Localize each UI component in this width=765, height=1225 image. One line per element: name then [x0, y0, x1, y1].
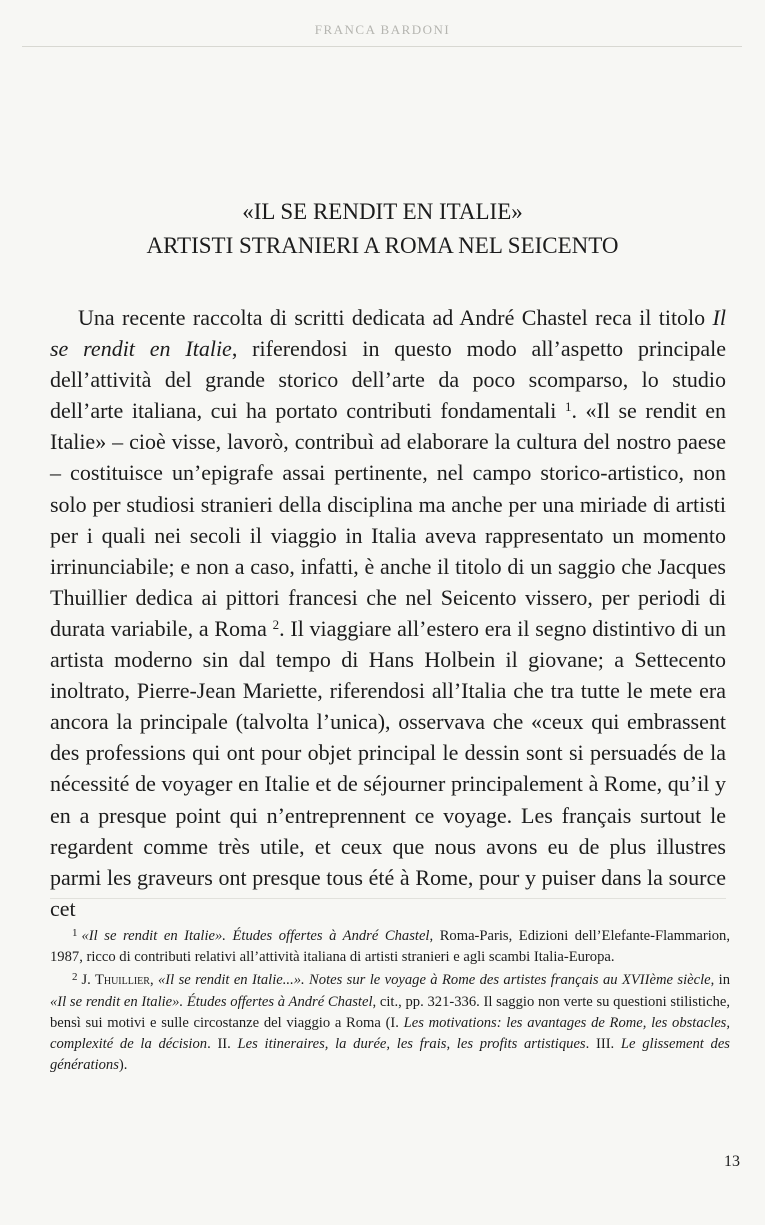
footnote-title: «Il se rendit en Italie». Études offertes à André Chastel — [81, 928, 430, 944]
chapter-title-line-1: «IL SE RENDIT EN ITALIE» — [242, 199, 523, 224]
body-text — [50, 302, 726, 924]
footnote-title: «Il se rendit en Italie». Études offertes à André Chastel — [50, 993, 373, 1010]
footnote-title: Les motivations: les avantages de Rome, les obstacles, complexité de la décision — [50, 1014, 730, 1053]
footnote-title: Le glissement des générations — [50, 1036, 730, 1074]
footnote-number: 1 — [72, 927, 78, 939]
chapter-title — [0, 195, 765, 263]
footnote-rule — [50, 898, 726, 899]
book-title-italic: Il se rendit en Italie — [50, 305, 726, 362]
footnote-number: 2 — [72, 971, 78, 984]
body-text-span: . «Il se rendit en Italie» – cioè visse, lavorò, contribuì ad elaborare la cultura del nostro paese – costituisce un’epigrafe assai pertinente, nel campo storico-artistico, non solo per studiosi stranieri della disciplina ma anche per una miriade di artisti per i quali nei secoli il viaggio in Italia aveva rappresentato un momento irrinunciabile; e non a caso, infatti, è anche il titolo di un saggio che Jacques Thuillier dedica ai pittori francesi che nel Seicento vissero, per periodi di durata variabile, a Roma — [50, 398, 726, 641]
body-paragraph — [50, 302, 726, 924]
page-number: 13 — [724, 1153, 740, 1170]
footnote-text: , — [149, 972, 158, 989]
footnote-text: . III. — [585, 1036, 621, 1053]
footnote-2 — [50, 970, 730, 1076]
footnotes — [50, 926, 730, 1078]
body-text-span: , riferendosi in questo modo all’aspetto principale dell’attività del grande storico dell’arte da poco scomparso, lo studio dell’arte italiana, cui ha portato contributi fondamentali — [50, 336, 726, 424]
body-text-span: . Il viaggiare all’estero era il segno distintivo di un artista moderno sin dal tempo di Hans Holbein il giovane; a Settecento inoltrato, Pierre-Jean Mariette, riferendosi all’Italia che tra tutte le mete era ancora la principale (talvolta l’unica), osservava che «ceux qui embrassent des professions qui ont pour objet principal le dessin sont si persuadés de la nécessité de voyager en Italie et de séjourner principalement à Rome, qu’il y en a presque point qui n’entreprennent ce voyage. Les français surtout le regardent comme très utile, et ceux que nous avons eu de plus illustres parmi les graveurs ont presque tous été à Rome, pour y puiser dans la source cet — [50, 615, 726, 921]
footnote-text: ). — [118, 1057, 128, 1074]
body-text-span: Una recente raccolta di scritti dedicata ad André Chastel reca il titolo — [78, 305, 713, 330]
footnote-1 — [50, 926, 730, 968]
footnote-text: . II. — [207, 1036, 238, 1053]
footnote-ref-1: 1 — [564, 399, 572, 415]
footnote-title: «Il se rendit en Italie...». Notes sur le voyage à Rome des artistes français au XVIIème siècle — [158, 972, 711, 989]
footnote-text: , cit., pp. 321-336. Il saggio non verte su questioni stilistiche, bensì sui motivi e sulle circostanze del viaggio a Roma (I. — [50, 993, 730, 1031]
footnote-title: Les itineraires, la durée, les frais, les profits artistiques — [237, 1036, 586, 1053]
footnote-text: , Roma-Paris, Edizioni dell’Elefante-Flammarion, 1987, ricco di contributi relativi all’attività italiana di artisti stranieri e agli scambi Italia-Europa. — [50, 928, 730, 966]
footnote-ref-2: 2 — [272, 616, 280, 632]
header-rule — [22, 46, 742, 47]
chapter-title-line-2: ARTISTI STRANIERI A ROMA NEL SEICENTO — [146, 233, 619, 258]
footnote-text: , in — [710, 972, 730, 989]
footnote-author: J. Thuillier — [81, 972, 150, 989]
running-head: FRANCA BARDONI — [314, 22, 451, 37]
